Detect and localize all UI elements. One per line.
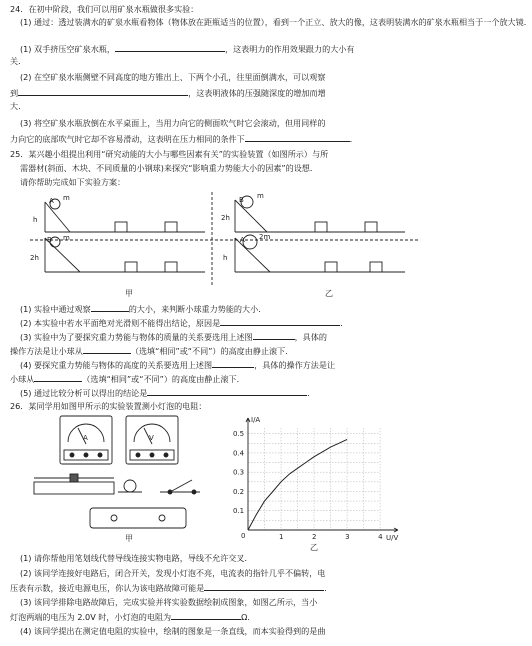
q25-part4-tail: ，具体的操作方法是让	[254, 360, 336, 370]
label-h-4: h	[223, 254, 228, 262]
q25-part3	[20, 330, 460, 344]
q25-title: 25．某兴趣小组提出利用“研究动能的大小与哪些因素有关”的实验装置（如图所示）与所	[10, 149, 329, 159]
q25-part1-text: (1) 实验中通过观察	[20, 304, 91, 314]
label-b-1: B	[239, 196, 244, 204]
q24-title: 24．在初中阶段，我们可以用矿泉水瓶做很多实验：	[10, 4, 199, 14]
y-tick-label: 0.5	[233, 430, 245, 439]
q26-part2-cont-tail: ．	[324, 583, 333, 593]
q24-part1-tail: ，这表明力的作用效果跟力的大小有	[224, 44, 355, 54]
q25-part5-text: (5) 通过比较分析可以得出的结论是	[20, 388, 148, 398]
q26-circuit-figure	[30, 414, 220, 544]
voltmeter-label: V	[149, 434, 154, 442]
q25-incline-figure	[25, 190, 430, 300]
q25-part3-text: (3) 实验中为了要探究重力势能与物体的质量的关系要选用上述图	[20, 332, 253, 342]
q25-part3-cont-tail: （选填“相同”或“不同”）的高度由静止滚下．	[130, 346, 294, 356]
label-a-1: A	[49, 197, 54, 205]
q24-blank-1[interactable]	[115, 42, 225, 52]
q24-part2-end: 大．	[10, 101, 27, 111]
q26-part3-cont-text: 灯泡两端的电压为 2.0V 时，小灯泡的电阻为	[10, 612, 172, 622]
x-tick-label: 1	[279, 533, 284, 541]
q24-part3-tail: ．	[349, 134, 358, 144]
x-tick-label: 3	[345, 533, 350, 541]
q26-part2-cont-text: 压表有示数，接近电源电压，你认为该电路故障可能是	[10, 583, 205, 593]
q25-part4-text: (4) 要探究重力势能与物体的高度的关系要选用上述图	[20, 360, 213, 370]
y-tick-label: 0.4	[233, 449, 245, 458]
y-tick-label: 0.3	[233, 468, 245, 477]
q25-part4-cont-tail: （选填“相同”或“不同”）的高度由静止滚下．	[82, 374, 245, 384]
chart-x-axis-label: U/V	[386, 534, 399, 542]
q26-part1: (1) 请你帮他用笔划线代替导线连接实物电路，导线不允许交叉．	[20, 553, 253, 563]
q24-part2-tail: ，这表明液体的压强随深度的增加而增	[188, 88, 326, 98]
q25-part5	[20, 386, 460, 400]
q25-part4-cont	[10, 372, 450, 386]
ammeter-label: A	[83, 434, 88, 442]
q24-part3-cont	[10, 132, 450, 146]
fig-25-a-caption: 甲	[125, 289, 133, 298]
q25-line3: 请你帮助完成如下实验方案：	[20, 177, 126, 187]
q26-blank-2[interactable]	[171, 610, 241, 620]
q25-part2-text: (2) 本实验中若水平面绝对光滑则不能得出结论，原因是	[20, 318, 221, 328]
chart-tick-labels	[233, 430, 383, 541]
q24-intro: (1) 通过：透过装满水的矿泉水瓶看物体（物体放在距瓶适当的位置），看到一个正立、放大的像，这表明装满水的矿泉水瓶相当于一个放大镜．	[20, 17, 532, 27]
q25-part3-cont	[10, 344, 450, 358]
label-m-3: m	[63, 234, 70, 242]
q25-part4-cont-text: 小球从	[10, 374, 35, 384]
chart-grid	[248, 428, 380, 530]
q25-blank-1[interactable]	[91, 302, 129, 312]
q25-part4	[20, 358, 460, 372]
q24-part1-text: (1) 双手挤压空矿泉水瓶，	[20, 44, 115, 54]
label-m-1: m	[63, 194, 70, 202]
label-h-3: 2h	[30, 254, 39, 262]
chart-origin-label: 0	[241, 532, 246, 540]
q25-part1-tail: 的大小，来判断小球重力势能的大小．	[128, 304, 267, 314]
x-tick-label: 4	[378, 533, 383, 541]
q25-blank-6[interactable]	[34, 372, 82, 382]
q25-blank-7[interactable]	[147, 386, 307, 396]
q25-blank-5[interactable]	[212, 358, 254, 368]
label-m-2: m	[257, 192, 264, 200]
lamp	[124, 480, 136, 492]
label-h-2: 2h	[221, 214, 230, 222]
label-m-4: 2m	[259, 233, 271, 241]
label-a-2: A	[240, 236, 245, 244]
q25-part3-cont-text: 操作方法是让小球从	[10, 346, 83, 356]
q25-part2-tail: ．	[340, 318, 349, 328]
q24-part2-cont	[10, 86, 450, 100]
q24-part2: (2) 在空矿泉水瓶侧壁不同高度的地方锥出上、下两个小孔，往里面倒满水，可以观察	[20, 72, 326, 82]
fig-25-b-caption: 乙	[325, 289, 333, 298]
battery	[90, 508, 186, 528]
q25-part2	[20, 316, 460, 330]
chart-axes	[246, 418, 398, 532]
q26-part3: (3) 该同学排除电路故障后，完成实验并将实验数据绘制成图象，如图乙所示，当小	[20, 597, 318, 607]
q25-part5-tail: ．	[307, 388, 316, 398]
q26-part3-cont	[10, 610, 450, 624]
q25-blank-3[interactable]	[253, 330, 295, 340]
chart-y-axis-label: I/A	[251, 416, 261, 424]
q26-part2: (2) 该同学连接好电路后，闭合开关，发现小灯泡不亮，电流表的指针几乎不偏转，电	[20, 568, 326, 578]
y-tick-label: 0.2	[233, 487, 245, 496]
q26-part3-cont-tail: Ω．	[241, 612, 256, 622]
q24-part1	[20, 42, 460, 56]
q24-part3: (3) 将空矿泉水瓶放倒在水平桌面上，当用力向它的侧面吹气时它会滚动，但用同样的	[20, 118, 326, 128]
q25-line2: 需器材(斜面、木块、不同质量的小钢球)来探究“影响重力势能大小的因素”的设想．	[20, 163, 318, 173]
rheostat	[34, 482, 114, 494]
fig-26-a-caption: 甲	[125, 534, 133, 543]
q25-blank-4[interactable]	[83, 344, 131, 354]
q25-part1	[20, 302, 460, 316]
q25-blank-2[interactable]	[220, 316, 340, 326]
y-tick-label: 0.1	[233, 507, 245, 516]
q25-part3-tail: ，具体的	[294, 332, 327, 342]
q24-blank-2[interactable]	[18, 86, 188, 96]
label-b-2: B	[47, 236, 52, 244]
q24-blank-3[interactable]	[245, 132, 350, 142]
q26-part4: (4) 该同学提出在测定值电阻的实验中，绘制的图象是一条直线，而本实验得到的是曲	[20, 626, 326, 636]
q24-part3-text: 力向它的底部吹气时它却不容易滑动，这表明在压力相同的条件下	[10, 134, 245, 144]
q26-part2-cont	[10, 581, 450, 595]
q24-part1-cont: 关．	[10, 56, 27, 66]
q26-blank-1[interactable]	[204, 581, 324, 591]
label-h-1: h	[33, 216, 38, 224]
q26-iv-chart	[228, 412, 404, 552]
q24-part2-text: 到	[10, 88, 19, 98]
q26-title: 26．某同学用如图甲所示的实验装置测小灯泡的电阻：	[10, 401, 207, 411]
x-tick-label: 2	[312, 533, 317, 541]
fig-26-b-caption: 乙	[310, 543, 319, 552]
